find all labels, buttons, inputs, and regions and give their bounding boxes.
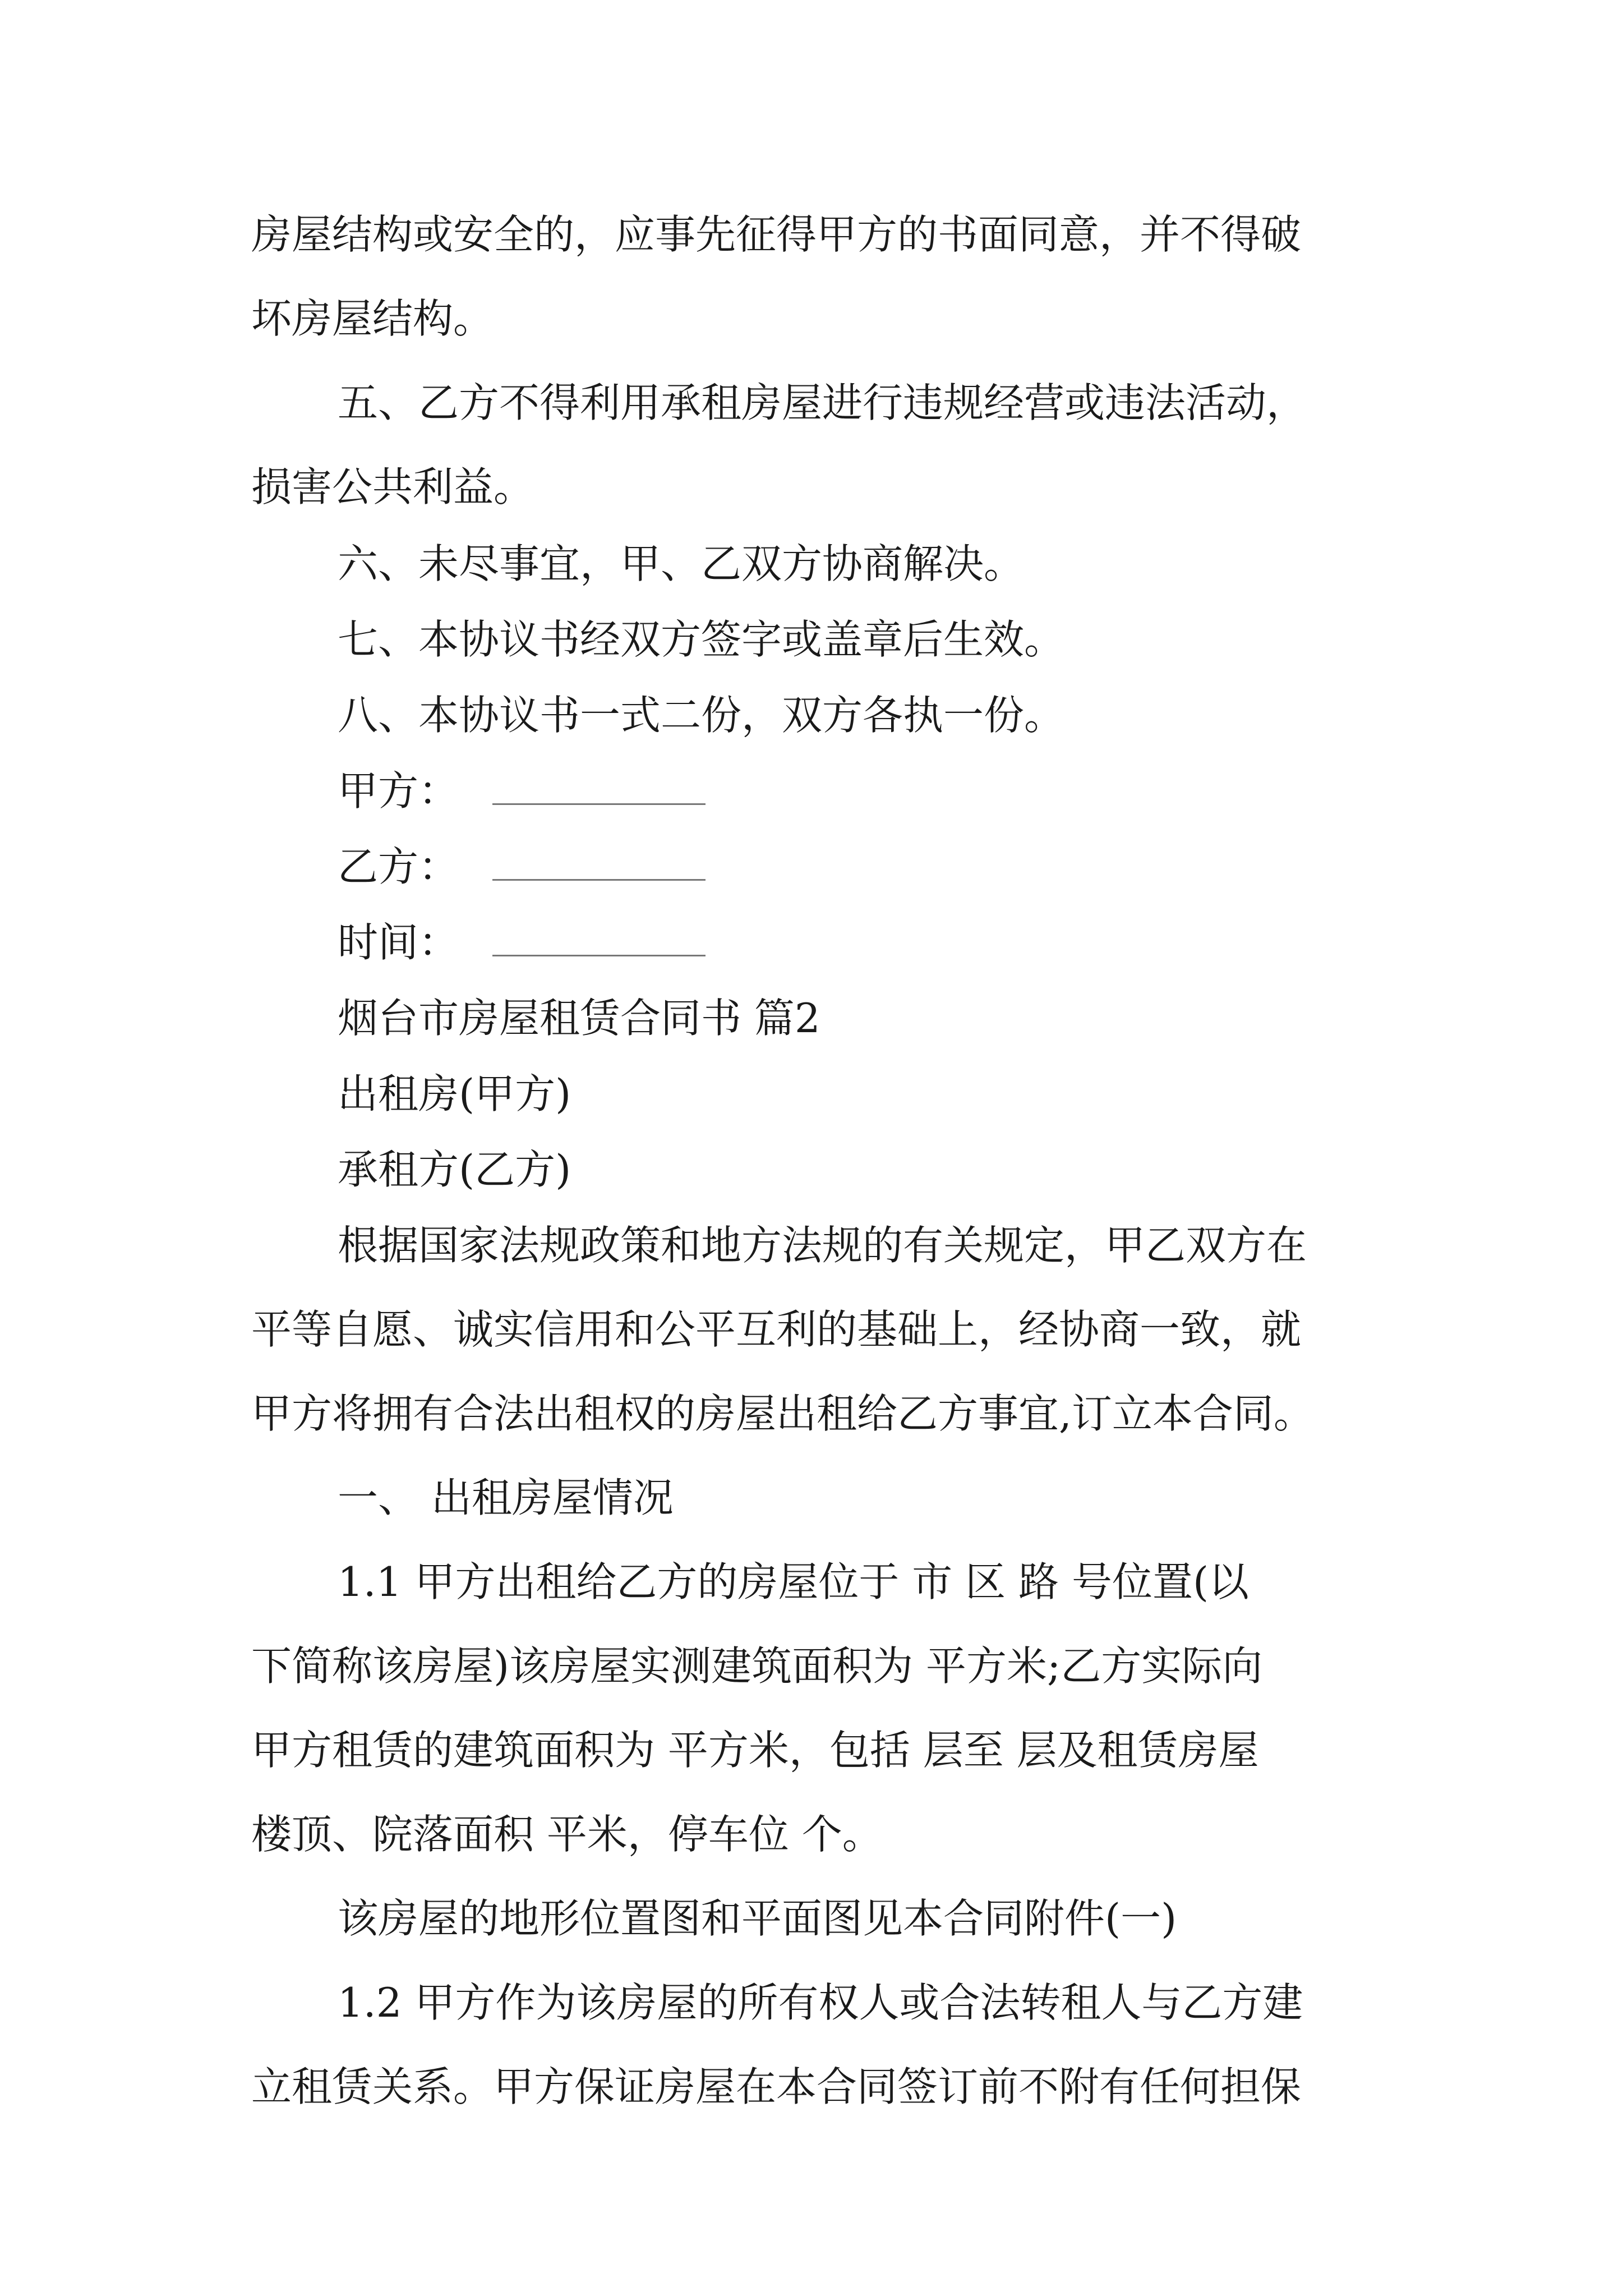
paragraph-line: 房屋结构或安全的，应事先征得甲方的书面同意，并不得破	[251, 211, 1302, 258]
clause-one-title: 一、 出租房屋情况	[338, 1474, 674, 1521]
signature-label: 乙方：	[338, 843, 459, 890]
signature-blank	[492, 918, 706, 956]
lessor-line: 出租房(甲方)	[338, 1070, 571, 1117]
attachment-line: 该房屋的地形位置图和平面图见本合同附件(一)	[338, 1895, 1177, 1942]
clause-1-2-line: 立租赁关系。甲方保证房屋在本合同签订前不附有任何担保	[251, 2063, 1302, 2110]
clause-five-line: 五、乙方不得利用承租房屋进行违规经营或违法活动，	[338, 379, 1307, 426]
signature-blank	[492, 766, 706, 805]
signature-party-a	[0, 763, 1623, 819]
clause-1-1-line: 1.1 甲方出租给乙方的房屋位于 市 区 路 号位置(以	[338, 1558, 1249, 1605]
intro-line: 甲方将拥有合法出租权的房屋出租给乙方事宜,订立本合同。	[251, 1390, 1314, 1437]
signature-date	[0, 914, 1623, 970]
clause-1-2-line: 1.2 甲方作为该房屋的所有权人或合法转租人与乙方建	[338, 1979, 1303, 2026]
clause-1-1-line: 甲方租赁的建筑面积为 平方米，包括 层至 层及租赁房屋	[251, 1727, 1259, 1774]
intro-line: 平等自愿、诚实信用和公平互利的基础上，经协商一致，就	[251, 1306, 1302, 1353]
signature-label: 甲方：	[338, 767, 459, 815]
clause-six: 六、未尽事宜，甲、乙双方协商解决。	[338, 540, 1025, 587]
signature-label: 时间：	[338, 919, 459, 966]
clause-1-1-line: 楼顶、院落面积 平米，停车位 个。	[251, 1811, 883, 1858]
clause-five-line: 损害公共利益。	[251, 463, 534, 510]
lessee-line: 承租方(乙方)	[338, 1146, 571, 1193]
signature-blank	[492, 842, 706, 881]
clause-1-1-line: 下简称该房屋)该房屋实测建筑面积为 平方米;乙方实际向	[251, 1642, 1263, 1690]
clause-seven: 七、本协议书经双方签字或盖章后生效。	[338, 616, 1065, 663]
clause-eight: 八、本协议书一式二份，双方各执一份。	[338, 692, 1065, 739]
section-heading: 烟台市房屋租赁合同书 篇2	[338, 995, 820, 1042]
paragraph-line: 坏房屋结构。	[251, 295, 494, 342]
signature-party-b	[0, 839, 1623, 895]
intro-line: 根据国家法规政策和地方法规的有关规定，甲乙双方在	[338, 1222, 1307, 1269]
